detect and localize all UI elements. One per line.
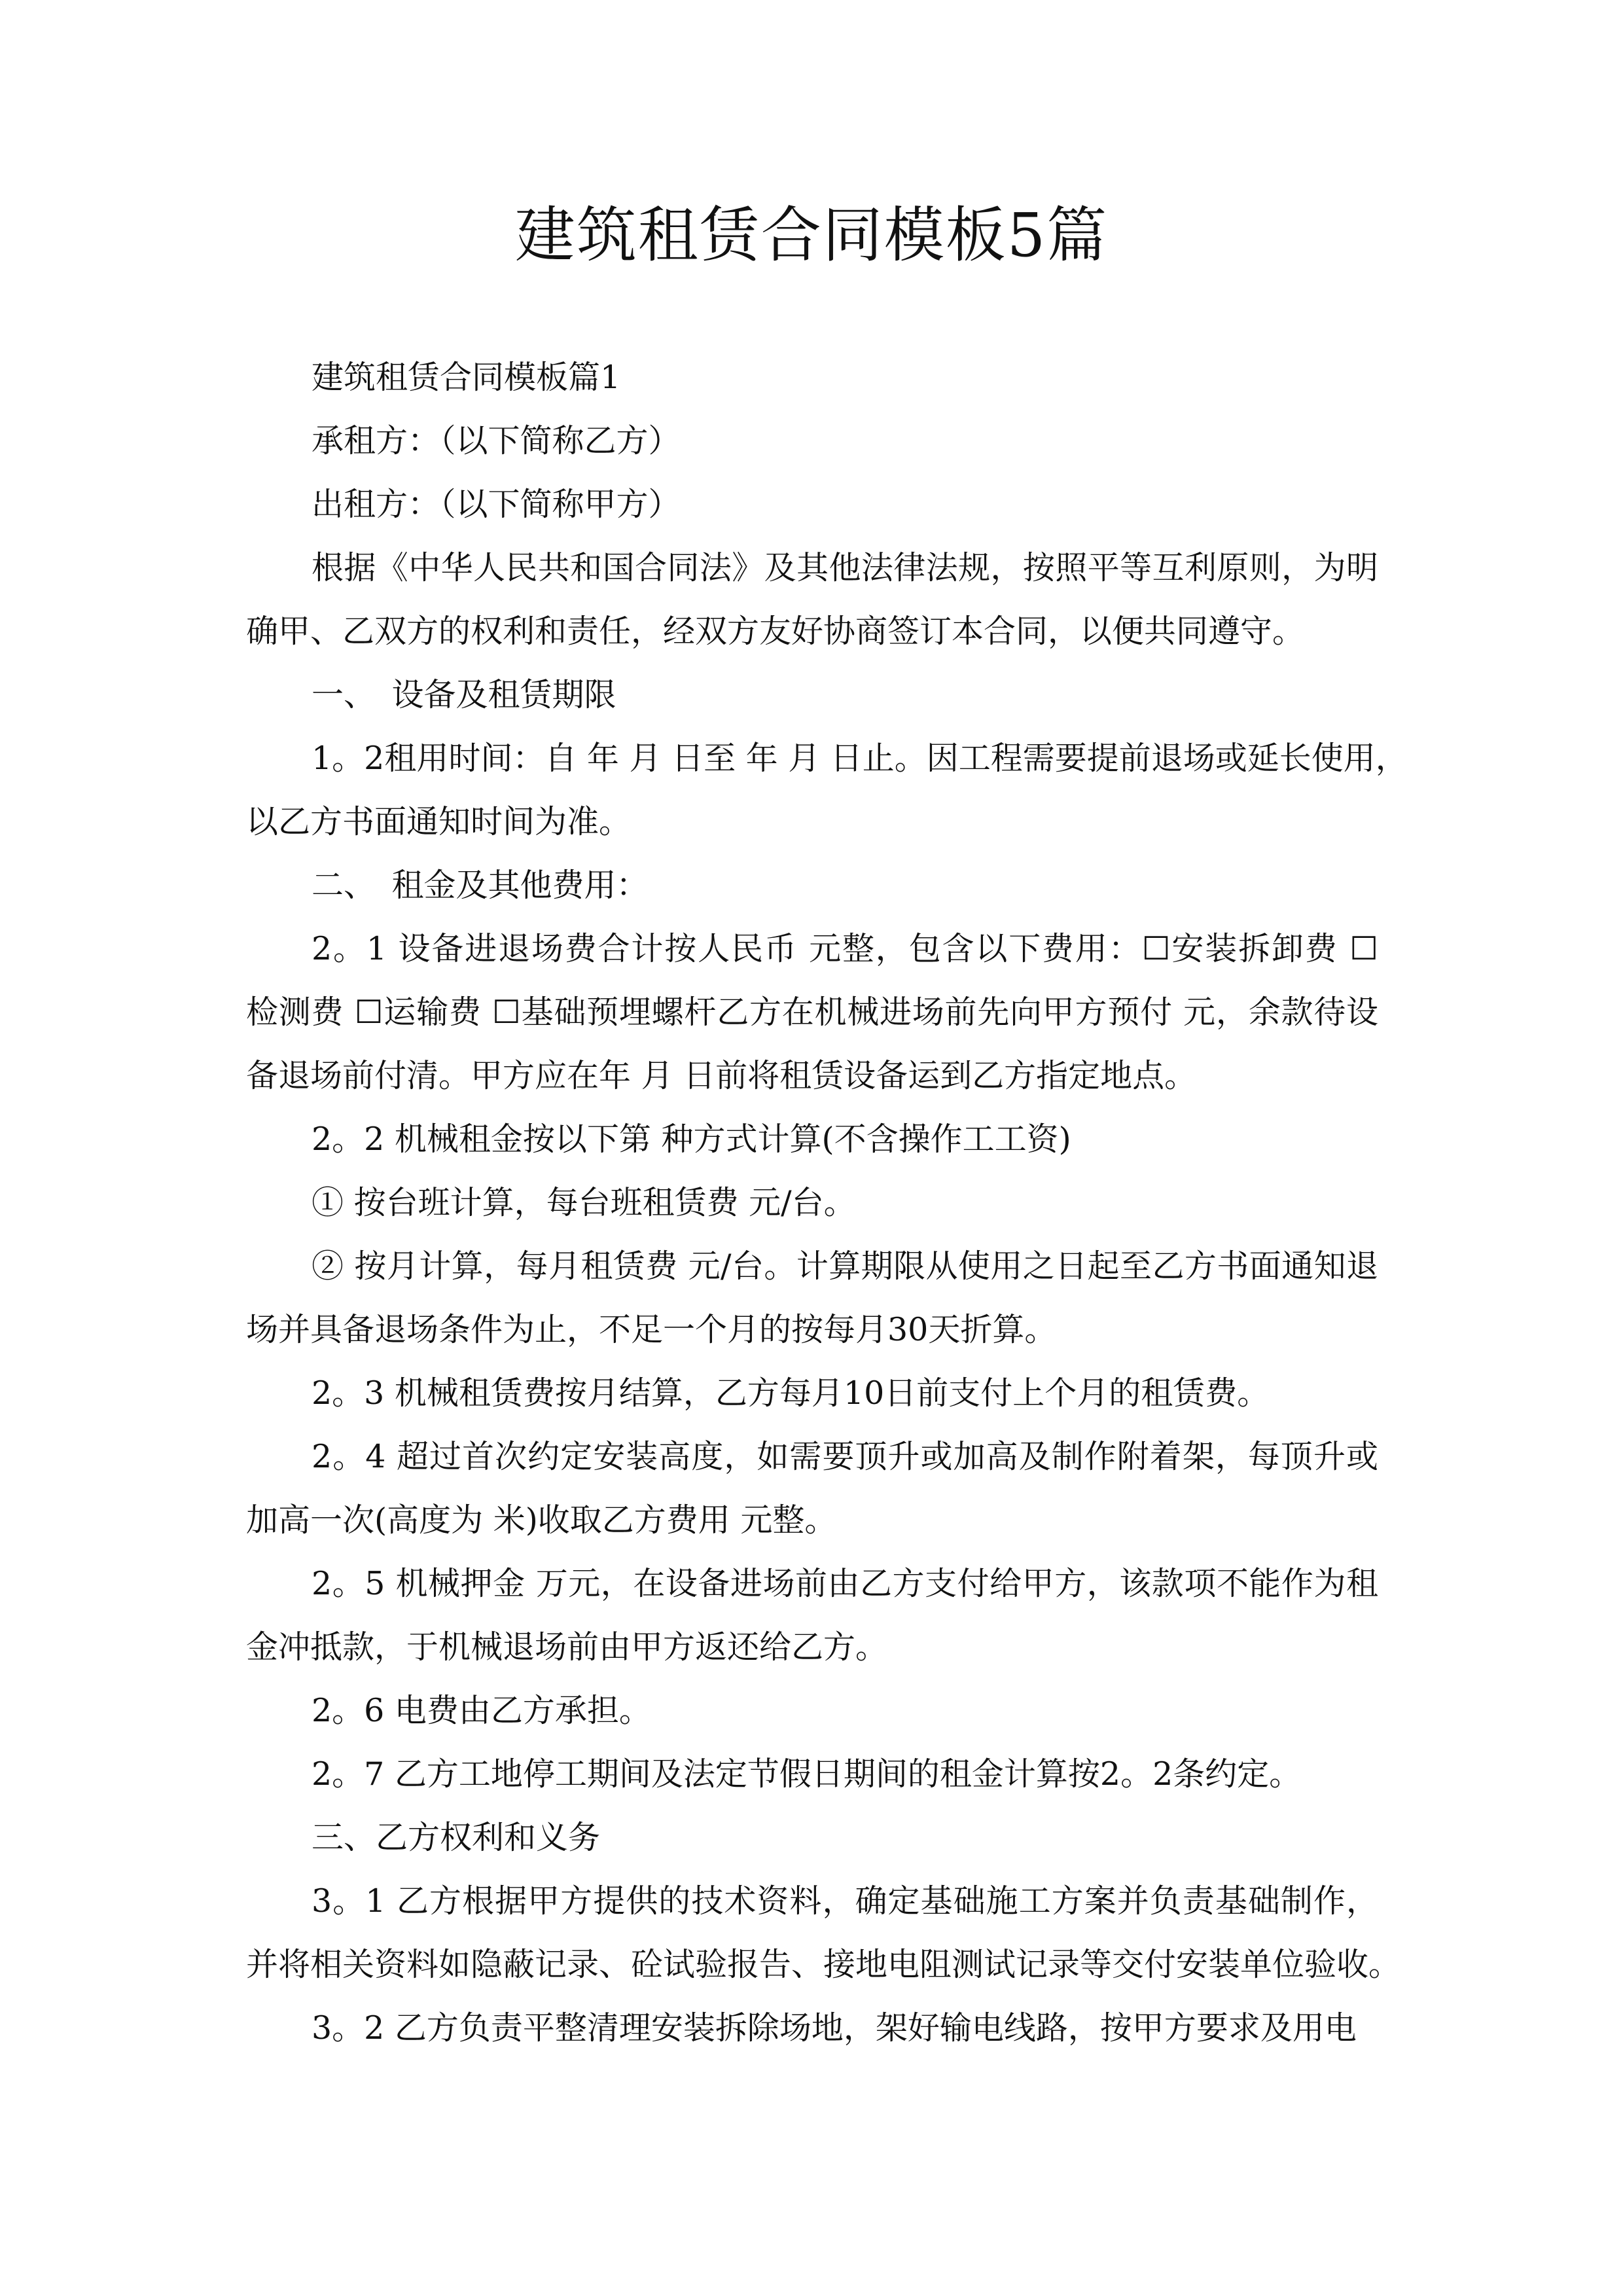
document-body	[246, 346, 1408, 2060]
paragraph-line: 二、 租金及其他费用：	[312, 867, 649, 904]
paragraph-line: 1。2租用时间：自 年 月 日至 年 月 日止。因工程需要提前退场或延长使用，	[312, 740, 1408, 777]
paragraph-line: 2。1 设备进退场费合计按人民币 元整，包含以下费用：☐安装拆卸费 ☐	[312, 930, 1378, 967]
paragraph-line: 确甲、乙双方的权利和责任，经双方友好协商签订本合同，以便共同遵守。	[246, 613, 1305, 650]
paragraph-line: 加高一次(高度为 米)收取乙方费用 元整。	[246, 1501, 837, 1539]
paragraph-line: 三、乙方权利和义务	[312, 1819, 601, 1856]
paragraph-line: 金冲抵款，于机械退场前由甲方返还给乙方。	[246, 1628, 888, 1666]
paragraph-line: 2。3 机械租赁费按月结算，乙方每月10日前支付上个月的租赁费。	[312, 1374, 1270, 1412]
paragraph-line: 并将相关资料如隐蔽记录、砼试验报告、接地电阻测试记录等交付安装单位验收。	[246, 1946, 1401, 1983]
paragraph-line: 场并具备退场条件为止，不足一个月的按每月30天折算。	[246, 1311, 1057, 1348]
paragraph-line: 备退场前付清。甲方应在年 月 日前将租赁设备运到乙方指定地点。	[246, 1057, 1197, 1094]
paragraph-line: 检测费 ☐运输费 ☐基础预埋螺杆乙方在机械进场前先向甲方预付 元，余款待设	[246, 994, 1378, 1031]
paragraph-line: 2。5 机械押金 万元，在设备进场前由乙方支付给甲方，该款项不能作为租	[312, 1565, 1378, 1602]
document-title: 建筑租赁合同模板5篇	[514, 200, 1109, 270]
paragraph-line: 以乙方书面通知时间为准。	[246, 803, 632, 840]
paragraph-line: 3。2 乙方负责平整清理安装拆除场地，架好输电线路，按甲方要求及用电	[312, 2009, 1357, 2047]
paragraph-line: 承租方：（以下简称乙方）	[312, 422, 681, 459]
paragraph-line: 3。1 乙方根据甲方提供的技术资料，确定基础施工方案并负责基础制作，	[312, 1882, 1378, 1920]
paragraph-line: 2。7 乙方工地停工期间及法定节假日期间的租金计算按2。2条约定。	[312, 1755, 1302, 1793]
paragraph-line: ② 按月计算，每月租赁费 元/台。计算期限从使用之日起至乙方书面通知退	[312, 1247, 1378, 1285]
paragraph-line: 2。2 机械租金按以下第 种方式计算(不含操作工工资)	[312, 1121, 1071, 1158]
paragraph-line: ① 按台班计算，每台班租赁费 元/台。	[312, 1184, 856, 1221]
paragraph-line: 根据《中华人民共和国合同法》及其他法律法规，按照平等互利原则，为明	[312, 549, 1378, 586]
paragraph-line: 2。4 超过首次约定安装高度，如需要顶升或加高及制作附着架，每顶升或	[312, 1438, 1378, 1475]
paragraph-line: 出租方：（以下简称甲方）	[312, 486, 681, 523]
paragraph-line: 建筑租赁合同模板篇1	[312, 359, 621, 396]
paragraph-line: 2。6 电费由乙方承担。	[312, 1692, 651, 1729]
paragraph-line: 一、 设备及租赁期限	[312, 676, 616, 713]
